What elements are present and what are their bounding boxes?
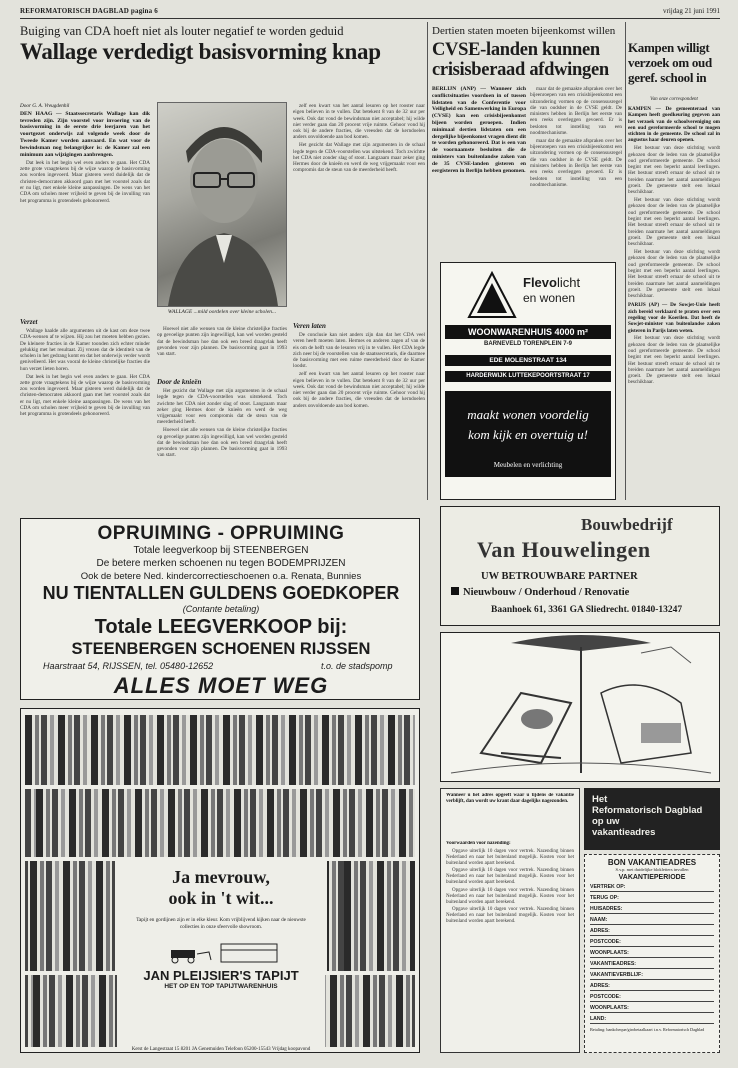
vakantie-terms: Opgave uiterlijk 10 dagen voor vertrek. Nazending binnen Nederland en naar het buitenland mogelijk. Kosten voor het buitenland worden apart berekend.	[446, 848, 574, 866]
main-col3-cont: Het gezicht dat Wallage met zijn argumenten in de schaal legde tegen de CDA-voorstellen was uitstekend. Toch zwichtte het CDA niet zonder slag of stoot. Langzaam maar zeker ging Hermes door de knieën en werd de weg vrijgemaakt voor een compromis dat de steun van de meerderheid heeft.	[293, 142, 425, 174]
flevo-addr2: EDE MOLENSTRAAT 134	[445, 355, 611, 366]
coupon-field[interactable]: VERTREK OP:	[590, 881, 714, 892]
vakantie-terms-4: Opgave uiterlijk 10 dagen voor vertrek. Nazending binnen Nederland en naar het buitenland mogelijk. Kosten voor het buitenland worden apart berekend.	[446, 907, 574, 924]
flevo-brand-mid: licht	[556, 275, 581, 290]
byline: Door G. A. Vreugdenhil	[20, 103, 70, 109]
kampen-text-2: Het bestuur van deze stichting wordt gekozen door de leden van de plaatselijke oud gereformeerde gemeente. De school begint met een beperkt aantal leerlingen. Het bestuur streeft ernaar de school uit te breiden naarmate het aantal aanmeldingen groeit. De gemeente stelt een lokaal beschikbaar.	[628, 197, 720, 248]
main-lead: DEN HAAG — Staatssecretaris Wallage kan dik tevreden zijn. Zijn voorstel voor invoering van de basisvorming in de eerste drie leerjaren van het voortgezet onderwijs zal volgende week door de Tweede Kamer worden aanvaard. En wat voor de bewindsman nog belangrijker is: de Kamer zal een minimum aan wijzigingen aanbrengen.	[20, 110, 150, 158]
vakantie-box2: Reformatorisch Dagblad	[592, 805, 703, 816]
coupon-footer: Betaling: bankcheque/girobetaalkaart t.n.v. Reformatorisch Dagblad	[590, 1027, 705, 1032]
opr-t4: Ook de betere Ned. kindercorrectieschoenen o.a. Renata, Bunnies	[80, 571, 362, 582]
tapijt-pattern-left	[25, 861, 115, 971]
kampen-headline: Kampen willigt verzoek om oud geref. school in	[628, 40, 712, 85]
coupon-field[interactable]: VAKANTIEVERBLIJF:	[590, 969, 714, 980]
coupon-field[interactable]: ADRES:	[590, 980, 714, 991]
opr-t5: NU TIENTALLEN GULDENS GOEDKOPER	[42, 583, 400, 603]
coupon-fields	[590, 881, 714, 1024]
main-col1-text: Dat leek in het begin wel even anders te gaan. Het CDA zette grote vraagtekens bij de wijze waarop de basisvorming zou worden ingevoerd. Maar gisteren werd duidelijk dat de christen-democraten akkoord gaan met het voorstel zoals dat er nu ligt, met enkele kleine aanpassingen. De wens van het CDA om scholen meer vrijheid te geven bij de invulling van het programma is grotendeels gehonoreerd.	[20, 159, 150, 204]
vakantie-intro: Wanneer u het adres opgeeft waar u tijdens de vakantie verblijft, dan wordt uw krant daar dagelijks nagezonden.	[446, 793, 574, 804]
cvse-headline: CVSE-landen kunnen crisisberaad afdwingen	[432, 40, 609, 80]
parijs-lead: PARIJS (AP) — De Sowjet-Unie heeft zich bereid verklaard te praten over een regeling voor de Koerilen. Dat heeft de Sowjet-minister van buitenlandse zaken gisteren in Parijs laten weten.	[628, 302, 720, 334]
main-col2	[157, 326, 287, 376]
bouw-line4: Nieuwbouw / Onderhoud / Renovatie	[463, 587, 630, 598]
tapijt-pattern-row1	[25, 715, 415, 785]
flevo-slogan-box	[445, 391, 611, 477]
cvse-col2	[530, 86, 622, 256]
coupon-sub: S.v.p. met duidelijke blokletters invullen	[615, 867, 689, 872]
photo-caption: WALLAGE ...mild oordelen over kleine scholen...	[167, 309, 277, 315]
flevo-brand-top: Flevo	[523, 275, 557, 290]
house-triangle-icon	[467, 271, 517, 319]
main-col1b	[20, 328, 150, 500]
vakantie-box4: vakantieadres	[592, 827, 656, 838]
bouw-line2: Van Houwelingen	[477, 537, 651, 562]
vakantie-terms-box	[446, 841, 574, 1045]
sub-verzet: Verzet	[20, 318, 38, 326]
coupon-field[interactable]: NAAM:	[590, 914, 714, 925]
tapijt-pattern-row2	[25, 789, 415, 857]
coupon-field[interactable]: WOONPLAATS:	[590, 1002, 714, 1013]
bouw-line4-wrap	[451, 587, 629, 598]
issue-date: vrijdag 21 juni 1991	[663, 7, 720, 15]
beach-chair-illustration	[441, 633, 717, 779]
tapijt-line2: ook in 't wit...	[168, 888, 274, 908]
opr-t2: Totale leegverkoop bij STEENBERGEN	[133, 545, 309, 556]
tapijt-text-panel	[117, 861, 325, 1047]
vakantie-coupon[interactable]	[584, 854, 720, 1053]
coupon-title: BON VAKANTIEADRES	[607, 858, 697, 867]
opr-t10: t.o. de stadspomp	[321, 661, 393, 671]
main-col2-text: Hoewel niet alle wensen van de kleine christelijke fracties op gevoelige punten zijn ingewilligd, kan wel worden gesteld dat de bewindsman hoe dan ook een breed draagvlak heeft gevonden voor zijn plannen. De basisvorming gaat in 1993 van start.	[157, 326, 287, 358]
bouw-line1: Bouwbedrijf	[581, 515, 673, 534]
kampen-byline: Van onze correspondent	[650, 97, 698, 102]
main-headline: Wallage verdedigt basisvorming knap	[20, 39, 381, 64]
tapijt-sub: HET OP EN TOP TAPIJTWARENHUIS	[164, 983, 278, 990]
cvse-col2-text: maar dat de gemaakte afspraken over het bijeenroepen van een crisisbijeenkomst een uitzondering vormen op de consensusregel die van oudsher in de CVSE geldt. De ministers hebben in Berlijn het eerste van een reeks overleggen gevoerd. Er is besloten tot instelling van een noodmechanisme.	[530, 86, 622, 137]
opr-t11: ALLES MOET WEG	[113, 673, 329, 698]
newspaper-name: REFORMATORISCH DAGBLAD pagina 6	[20, 7, 158, 15]
kampen-body	[628, 106, 720, 501]
main-col3-text: zelf een kwart van het aantal lesuren op het rooster naar eigen believen in te vullen. Dat betekent 8 van de 32 uur per week. Ook dat vond de bewindsman niet acceptabel; hij wilde niet verder gaan dan 20 procent vrije ruimte. Gehoor vond hij ook bij de andere fracties, die vreesden dat de kerndoelen anders onvoldoende aan bod komen.	[293, 103, 425, 141]
bouw-line3: UW BETROUWBARE PARTNER	[481, 571, 638, 582]
page-header	[20, 5, 720, 19]
kampen-lead: KAMPEN — De gemeenteraad van Kampen heeft goedkeuring gegeven aan het verzoek van de schoolvereniging om een oud gereformeerde school te mogen stichten in de gemeente. De school zal in augustus haar deuren openen.	[628, 106, 720, 144]
cvse-col1	[432, 86, 526, 256]
vakantie-box	[584, 788, 720, 850]
coupon-field[interactable]: TERUG OP:	[590, 892, 714, 903]
flevo-store: WOONWARENHUIS 4000 m²	[445, 325, 611, 339]
tapijt-brand: JAN PLEIJSIER'S TAPIJT	[143, 968, 299, 983]
vakantie-terms-2: Opgave uiterlijk 10 dagen voor vertrek. Nazending binnen Nederland en naar het buitenland mogelijk. Kosten voor het buitenland worden apart berekend.	[446, 868, 574, 885]
kampen-text: Het bestuur van deze stichting wordt gekozen door de leden van de plaatselijke oud gereformeerde gemeente. De school begint met een beperkt aantal leerlingen. Het bestuur streeft ernaar de school uit te breiden naarmate het aantal aanmeldingen groeit. De gemeente stelt een lokaal beschikbaar.	[628, 145, 720, 196]
flevo-tag: Meubelen en verlichting	[493, 461, 563, 469]
flevo-slogan2: kom kijk en overtuig u!	[468, 427, 588, 442]
main-col2b-text: Het gezicht dat Wallage met zijn argumenten in de schaal legde tegen de CDA-voorstellen was uitstekend. Toch zwichtte het CDA niet zonder slag of stoot. Langzaam maar zeker ging Hermes door de knieën en werd de weg vrijgemaakt voor een compromis dat de steun van de meerderheid heeft.	[157, 388, 287, 426]
tapijt-pattern-right	[327, 861, 415, 971]
tapijt-body: Tapijt en gordijnen zijn er in elke kleur. Kom vrijblijvend kijken naar de nieuwste collecties in onze sfeervolle showroom.	[136, 917, 306, 930]
opr-t8: STEENBERGEN SCHOENEN RIJSSEN	[71, 640, 371, 658]
vakantie-info	[440, 788, 580, 1053]
cvse-col2-cont: maar dat de gemaakte afspraken over het bijeenroepen van een crisisbijeenkomst een uitzondering vormen op de consensusregel die van oudsher in de CVSE geldt. De ministers hebben in Berlijn het eerste van een reeks overleggen gevoerd. Er is besloten tot instelling van een noodmechanisme.	[530, 137, 622, 188]
flevo-ad	[440, 262, 616, 500]
main-col3b-cont: zelf een kwart van het aantal lesuren op het rooster naar eigen believen in te vullen. Dat betekent 8 van de 32 uur per week. Ook dat vond de bewindsman niet acceptabel; hij wilde niet verder gaan dan 20 procent vrije ruimte. Gehoor vond hij ook bij de andere fracties, die vreesden dat de kerndoelen anders onvoldoende aan bod komen.	[293, 371, 425, 409]
main-col2b	[157, 388, 287, 500]
main-col3	[293, 103, 425, 315]
opr-t1: OPRUIMING - OPRUIMING	[97, 523, 345, 544]
vakantie-illustration	[440, 632, 720, 782]
coupon-field[interactable]: VAKANTIEADRES:	[590, 958, 714, 969]
flevo-addr3: HARDERWIJK LUTTEKEPOORTSTRAAT 17	[445, 371, 611, 382]
cvse-lead: BERLIJN (ANP) — Wanneer zich conflictsituaties voordoen in of tussen lidstaten van de Conferentie voor Veiligheid en Samenwerking in Europa (CVSE) kan een crisisbijeenkomst bijeen worden geroepen. Indien minimaal dertien lidstaten om een dergelijke bijeenkomst vragen dient dit te worden gehonoreerd. Dat is een van de voornaamste besluiten die de ministers van buitenlandse zaken van de 35 CVSE-landen gisteren en eergisteren in Berlijn hebben genomen.	[432, 86, 526, 174]
opr-t6: (Contante betaling)	[182, 604, 260, 614]
coupon-field[interactable]: LAND:	[590, 1013, 714, 1024]
vakantie-cond: Voorwaarden voor nazending:	[446, 841, 511, 846]
main-col3b-text: De conclusie kan niet anders zijn dan dat het CDA veel veren heeft moeten laten. Hermes en anderen zagen af van de eis om de helft van de lesuren vrij in te vullen. Het CDA legde zich neer bij de voorstellen van de staatssecretaris, die daarmee de basisvorming met een ruime meerderheid door de Kamer loodst.	[293, 332, 425, 370]
portrait-illustration	[158, 103, 286, 306]
coupon-period: VAKANTIEPERIODE	[618, 874, 686, 881]
tapijt-ad	[20, 708, 420, 1053]
opruiming-ad	[20, 518, 420, 700]
carriage-house-icon	[161, 938, 281, 964]
coupon-field[interactable]: WOONPLAATS:	[590, 947, 714, 958]
tapijt-line1: Ja mevrouw,	[172, 867, 270, 887]
vakantie-box3: op uw	[592, 816, 620, 827]
opr-t3: De betere merken schoenen nu tegen BODEMPRIJZEN	[96, 558, 346, 569]
opr-t7: Totale LEEGVERKOOP bij:	[94, 616, 348, 638]
flevo-logo	[467, 271, 517, 319]
column-divider	[427, 22, 428, 500]
parijs-text: Het bestuur van deze stichting wordt gekozen door de leden van de plaatselijke oud gereformeerde gemeente. De school begint met een beperkt aantal leerlingen. Het bestuur streeft ernaar de school uit te breiden naarmate het aantal aanmeldingen groeit. De gemeente stelt een lokaal beschikbaar.	[628, 335, 720, 386]
vakantie-terms-3: Opgave uiterlijk 10 dagen voor vertrek. Nazending binnen Nederland en naar het buitenland mogelijk. Kosten voor het buitenland worden apart berekend.	[446, 887, 574, 905]
bouw-ad	[440, 506, 720, 626]
coupon-field[interactable]: POSTCODE:	[590, 991, 714, 1002]
flevo-brand-bot: en wonen	[523, 291, 576, 305]
main-col2b-cont: Hoewel niet alle wensen van de kleine christelijke fracties op gevoelige punten zijn ingewilligd, kan wel worden gesteld dat de bewindsman hoe dan ook een breed draagvlak heeft gevonden voor zijn plannen. De basisvorming gaat in 1993 van start.	[157, 427, 287, 459]
vakantie-box1: Het	[592, 794, 608, 805]
sub-veren: Veren laten	[293, 322, 326, 330]
coupon-field[interactable]: HUISADRES:	[590, 903, 714, 914]
main-col1	[20, 103, 150, 315]
square-bullet-icon	[451, 587, 459, 595]
coupon-field[interactable]: POSTCODE:	[590, 936, 714, 947]
kampen-text-3: Het bestuur van deze stichting wordt gekozen door de leden van de plaatselijke oud gereformeerde gemeente. De school begint met een beperkt aantal leerlingen. Het bestuur streeft ernaar de school uit te breiden naarmate het aantal aanmeldingen groeit. De gemeente stelt een lokaal beschikbaar.	[628, 249, 720, 300]
sub-knieen: Door de knieën	[157, 378, 202, 386]
cvse-kicker: Dertien staten moeten bijeenkomst willen	[432, 25, 616, 37]
bouw-line5: Baanhoek 61, 3361 GA Sliedrecht. 01840-13247	[491, 605, 683, 615]
main-col3b	[293, 332, 425, 500]
wallage-photo	[157, 102, 287, 307]
main-col1b-text: Wallage haalde alle argumenten uit de kast om deze twee CDA-wensen af te wijzen. Hij zou het moeten hebben gezien. De kleinere fracties in de Kamer toonden zich echter minder gelukkig met het resultaat. Zij vrezen dat de identiteit van de scholen in het gedrang komt en dat het onderwijs verder wordt genivelleerd. Het was vooral de kleine christelijke fracties die hun verzet lieten horen.	[20, 328, 150, 372]
tapijt-addr: Kerst de Langestraat 15 8201 JA Genemuiden Telefoon 05200-15543 Vrijdag koopavond	[131, 1047, 311, 1052]
flevo-addr1: BARNEVELD TORENPLEIN 7-9	[484, 341, 572, 347]
main-kicker: Buiging van CDA hoeft niet als louter negatief te worden geduid	[20, 24, 344, 38]
flevo-brand	[523, 275, 580, 305]
column-divider-2	[625, 22, 626, 500]
coupon-field[interactable]: ADRES:	[590, 925, 714, 936]
opr-t9: Haarstraat 54, RIJSSEN, tel. 05480-12652	[43, 661, 214, 671]
main-col1b-cont: Dat leek in het begin wel even anders te gaan. Het CDA zette grote vraagtekens bij de wijze waarop de basisvorming zou worden ingevoerd. Maar gisteren werd duidelijk dat de christen-democraten akkoord gaan met het voorstel zoals dat er nu ligt, met enkele kleine aanpassingen. De wens van het CDA om scholen meer vrijheid te geven bij de invulling van het programma is grotendeels gehonoreerd.	[20, 373, 150, 418]
vakantie-intro-box	[446, 793, 574, 839]
flevo-slogan1: maakt wonen voordelig	[467, 407, 589, 422]
